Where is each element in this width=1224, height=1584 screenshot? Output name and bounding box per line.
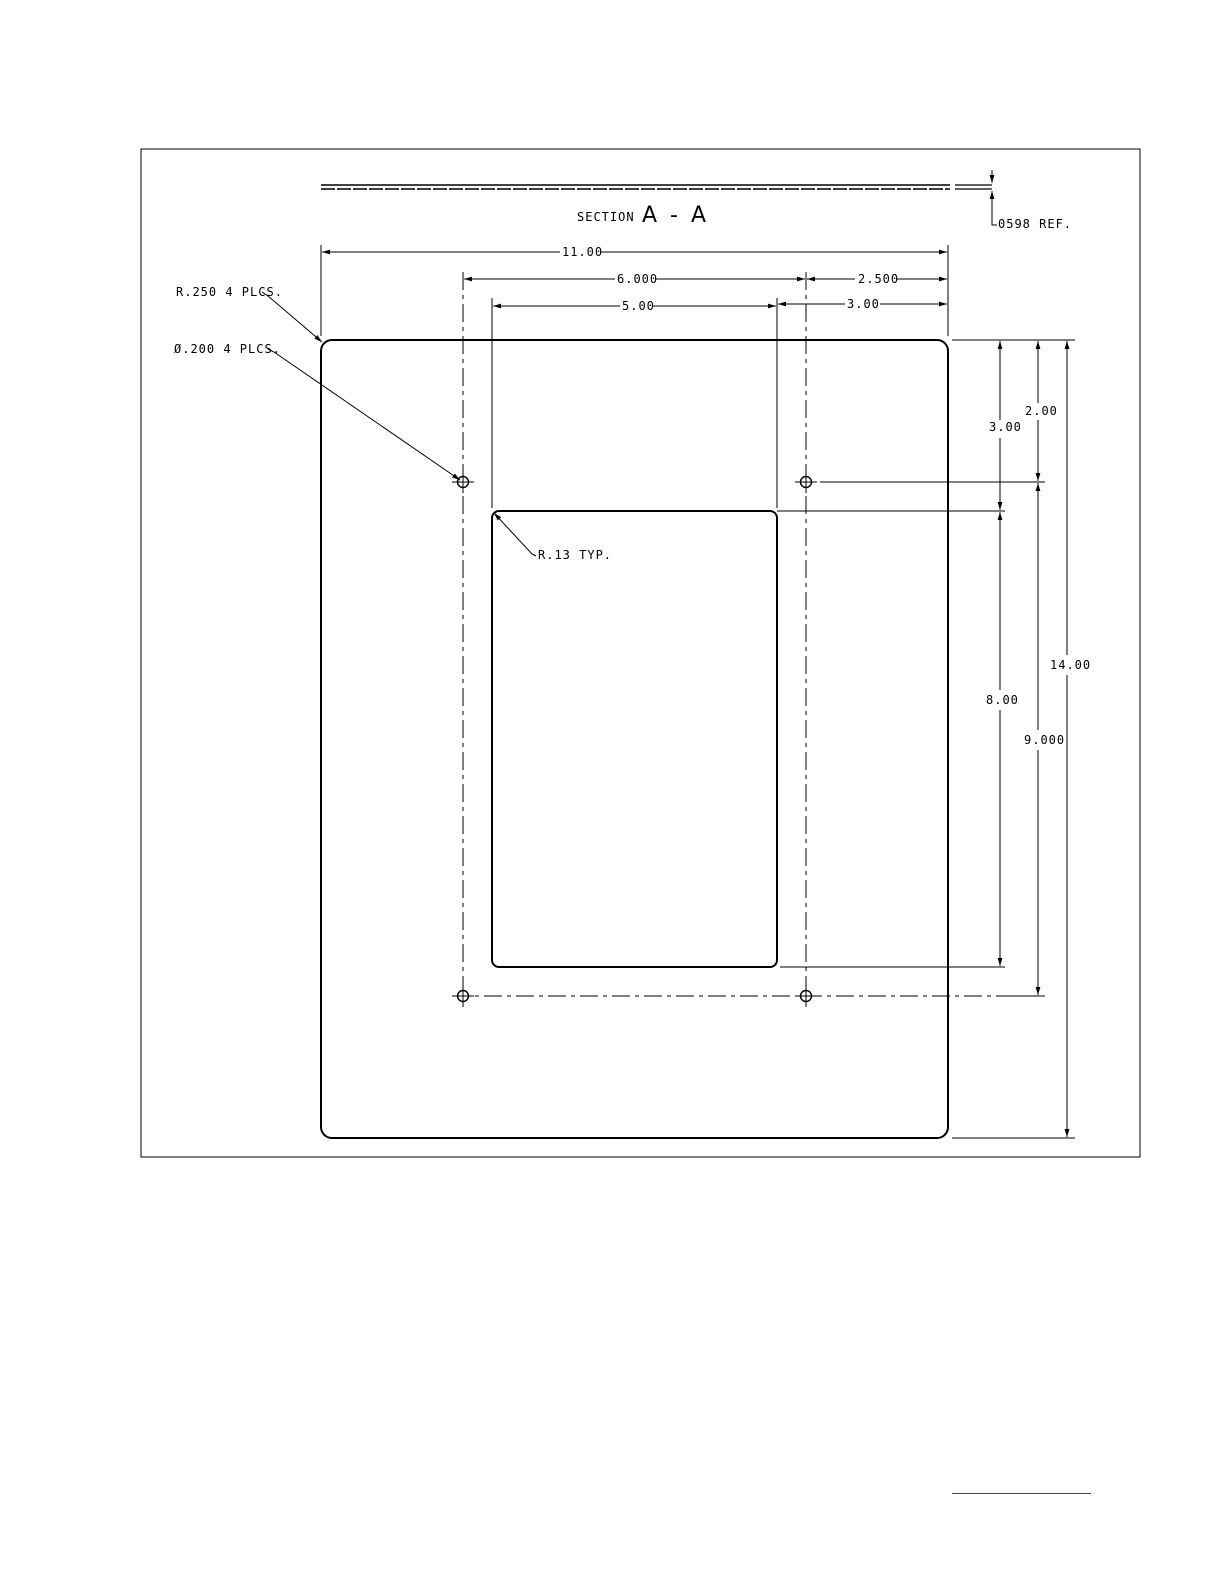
cutout-outline — [492, 511, 777, 967]
callout-hole-diameter: Ø.200 4 PLCS. — [174, 342, 281, 356]
dim-hole-spacing-x: 6.000 — [617, 272, 659, 286]
dim-right-hole-to-edge: 2.500 — [858, 272, 900, 286]
dim-hole-spacing-y: 9.000 — [1024, 733, 1066, 747]
section-word: SECTION — [577, 210, 635, 224]
extension-lines — [321, 245, 1075, 1138]
dim-cutout-width: 5.00 — [622, 299, 655, 313]
plate-outline — [321, 340, 948, 1138]
dim-overall-width: 11.00 — [562, 245, 604, 259]
dim-top-to-hole: 2.00 — [1025, 404, 1058, 418]
dim-cutout-to-edge: 3.00 — [847, 297, 880, 311]
dim-top-to-cutout: 3.00 — [989, 420, 1022, 434]
dim-overall-height: 14.00 — [1050, 658, 1092, 672]
thickness-label: 0598 REF. — [998, 217, 1073, 231]
section-letters: A - A — [642, 203, 710, 228]
mounting-holes — [452, 471, 817, 1007]
callout-cutout-radius: R.13 TYP. — [538, 548, 613, 562]
footer-link-underline[interactable] — [952, 1493, 1091, 1494]
dimension-lines — [262, 252, 1067, 1137]
callout-corner-radius: R.250 4 PLCS. — [176, 285, 283, 299]
dim-cutout-height: 8.00 — [986, 693, 1019, 707]
center-lines — [452, 272, 1000, 1008]
